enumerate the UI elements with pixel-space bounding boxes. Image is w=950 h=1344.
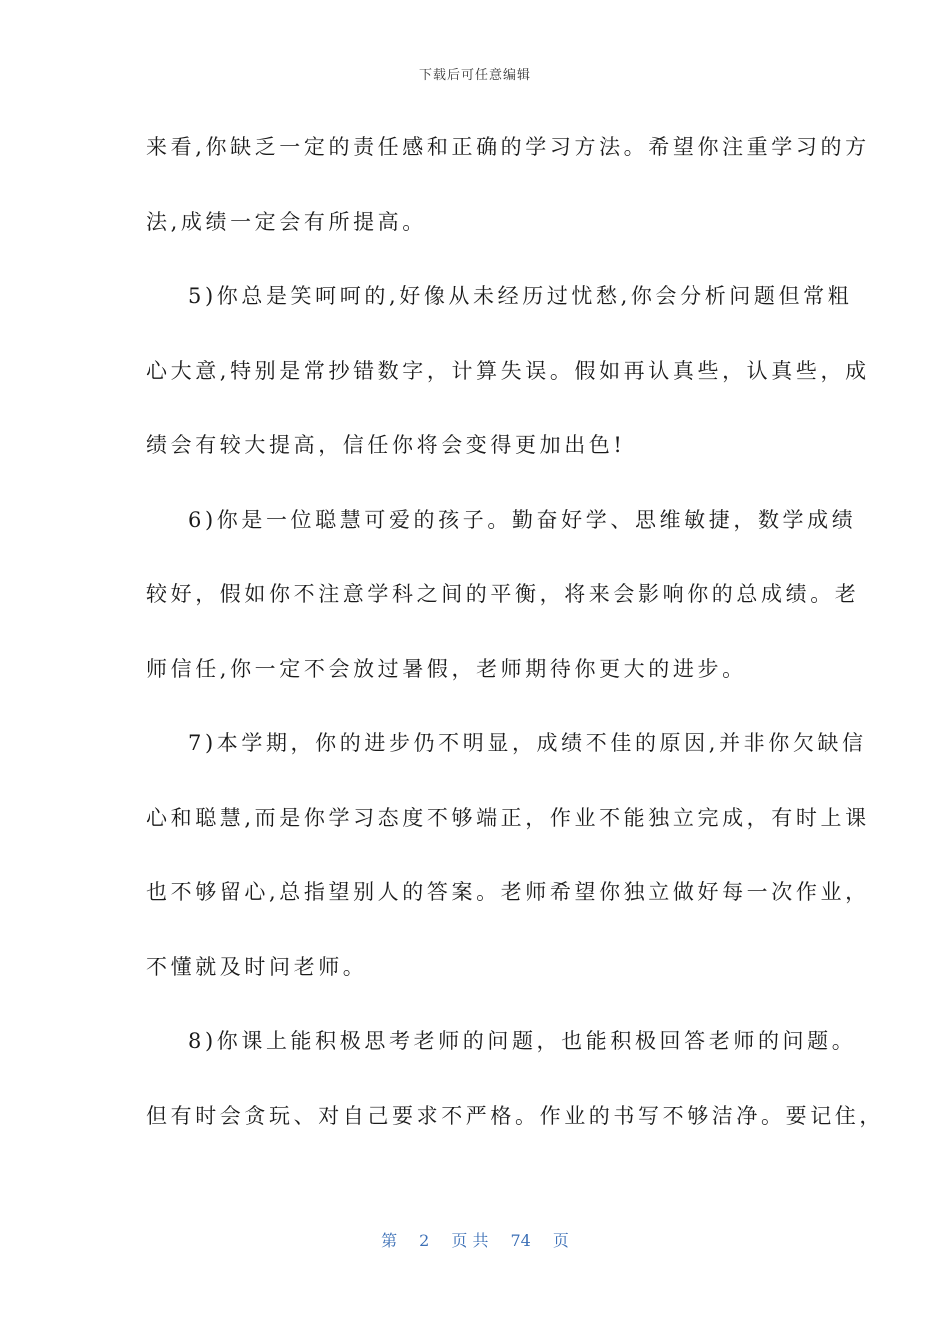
paragraph-line: 但有时会贪玩、对自己要求不严格。作业的书写不够洁净。要记住， xyxy=(146,1103,884,1128)
paragraph-line-numbered-8: 8)你课上能积极思考老师的问题，也能积极回答老师的问题。 xyxy=(188,1029,857,1053)
paragraph-line: 法,成绩一定会有所提高。 xyxy=(146,209,427,234)
paragraph-line-numbered-5: 5)你总是笑呵呵的,好像从未经历过忧愁,你会分析问题但常粗 xyxy=(188,284,853,308)
footer-suffix: 页 xyxy=(552,1231,569,1250)
paragraph-line: 绩会有较大提高，信任你将会变得更加出色! xyxy=(146,433,626,457)
paragraph-line: 来看,你缺乏一定的责任感和正确的学习方法。希望你注重学习的方 xyxy=(146,135,870,159)
paragraph-line: 心和聪慧,而是你学习态度不够端正，作业不能独立完成，有时上课 xyxy=(146,805,870,830)
paragraph-line: 也不够留心,总指望别人的答案。老师希望你独立做好每一次作业， xyxy=(146,880,870,904)
paragraph-line-numbered-7: 7)本学期，你的进步仍不明显，成绩不佳的原因,并非你欠缺信 xyxy=(188,731,867,755)
page-footer xyxy=(0,1228,950,1251)
footer-prefix: 第 xyxy=(381,1231,398,1250)
paragraph-line-numbered-6: 6)你是一位聪慧可爱的孩子。勤奋好学、思维敏捷，数学成绩 xyxy=(188,507,857,532)
document-body xyxy=(146,110,884,1153)
current-page-number: 2 xyxy=(419,1231,430,1250)
paragraph-line: 不懂就及时问老师。 xyxy=(146,954,368,979)
paragraph-line: 较好，假如你不注意学科之间的平衡，将来会影响你的总成绩。老 xyxy=(146,582,860,606)
paragraph-line: 心大意,特别是常抄错数字，计算失误。假如再认真些，认真些，成 xyxy=(146,358,870,383)
paragraph-line: 师信任,你一定不会放过暑假，老师期待你更大的进步。 xyxy=(146,656,747,681)
footer-middle: 页 共 xyxy=(451,1231,489,1250)
total-pages-number: 74 xyxy=(510,1231,531,1250)
page-header: 下载后可任意编辑 xyxy=(418,68,531,83)
